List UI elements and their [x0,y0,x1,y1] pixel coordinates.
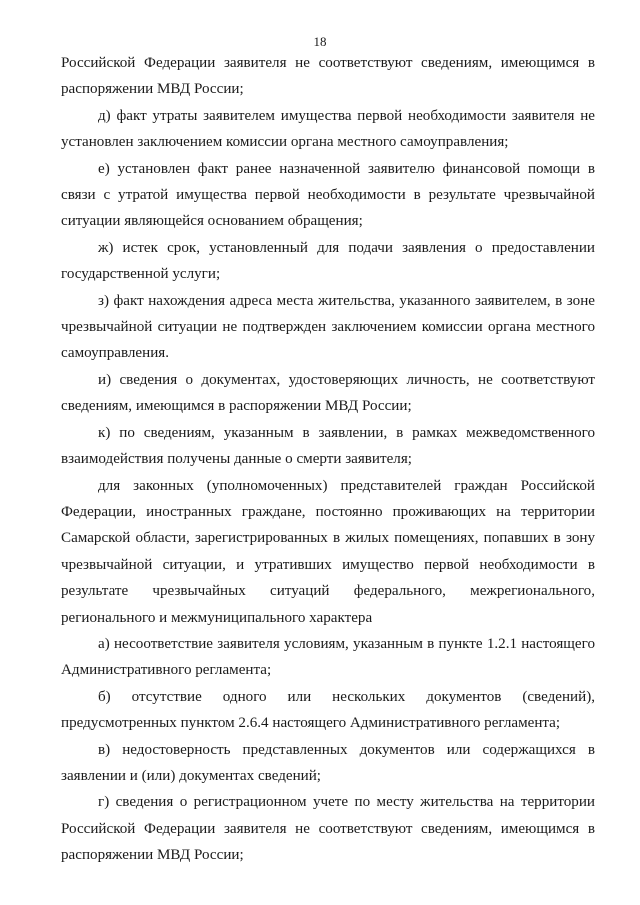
paragraph-item-v: в) недостоверность представленных документов или содержащихся в заявлении и (или) документах сведений; [61,741,595,784]
paragraph-representatives: для законных (уполномоченных) представителей граждан Российской Федерации, иностранных граждане, постоянно проживающих на территории Самарской области, зарегистрированных в жилых помещениях, попавших в зону чрезвычайной ситуации, и утративших имущество первой необходимости в результате чрезвычайных ситуаций федерального, межрегионального, регионального и межмуниципального характера [61,477,595,626]
paragraph-item-k: к) по сведениям, указанным в заявлении, в рамках межведомственного взаимодействия получены данные о смерти заявителя; [61,424,595,468]
page-number: 18 [313,34,327,49]
document-body [61,50,595,869]
paragraph-item-d: д) факт утраты заявителем имущества первой необходимости заявителя не установлен заключением комиссии органа местного самоуправления; [61,107,595,151]
paragraph-item-g: г) сведения о регистрационном учете по месту жительства на территории Российской Федерации заявителя не соответствуют сведениям, имеющимся в распоряжении МВД России; [61,794,595,864]
paragraph-item-e: е) установлен факт ранее назначенной заявителю финансовой помощи в связи с утратой имущества первой необходимости в результате чрезвычайной ситуации являющейся основанием обращения; [61,160,595,230]
paragraph-continuation: Российской Федерации заявителя не соответствуют сведениям, имеющимся в распоряжении МВД России; [61,55,595,98]
paragraph-item-i: и) сведения о документах, удостоверяющих личность, не соответствуют сведениям, имеющимся в распоряжении МВД России; [61,371,595,415]
paragraph-item-b: б) отсутствие одного или нескольких документов (сведений), предусмотренных пунктом 2.6.4 настоящего Административного регламента; [61,688,595,732]
paragraph-item-zh: ж) истек срок, установленный для подачи заявления о предоставлении государственной услуги; [61,239,595,283]
paragraph-item-z: з) факт нахождения адреса места жительства, указанного заявителем, в зоне чрезвычайной ситуации не подтвержден заключением комиссии органа местного самоуправления. [61,292,595,362]
paragraph-item-a: а) несоответствие заявителя условиям, указанным в пункте 1.2.1 настоящего Административного регламента; [61,635,595,679]
